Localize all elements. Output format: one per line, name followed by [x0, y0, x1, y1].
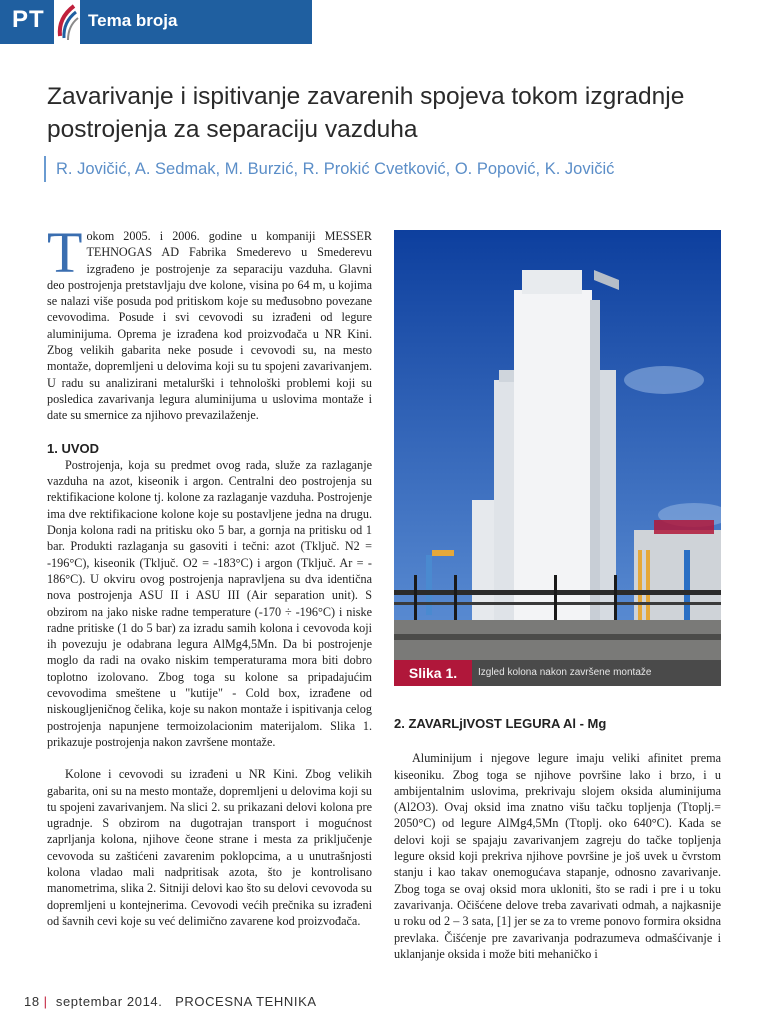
journal-badge: PT [12, 6, 45, 33]
section-heading-uvod: 1. UVOD [47, 440, 100, 456]
article-title: Zavarivanje i ispitivanje zavarenih spojeva tokom izgradnje postrojenja za separaciju vazduha [47, 83, 685, 143]
header-bar [0, 0, 312, 44]
left-column [47, 220, 372, 929]
abstract-text: okom 2005. i 2006. godine u kompaniji MESSER TEHNOGAS AD Fabrika Smederevo u Smederevu izgrađeno je postrojenje za separaciju vazduha. Glavni deo postrojenja pretstavljaju dve kolone, visina po 64 m, u kojima se nalazi više posuda pod pritiskom koje su međusobno povezane cevovodima. Posude i svi cevovodi su izrađeni od legure aluminijuma. Oprema je izrađena kod proizvođača u NR Kini. Zbog velikih gabarita neke posude i cevovodi su, na mesto montaže, dopremljeni u delovima koji su tu spojeni zavarivanjem. U radu su analizirani metalurški i tehnološki problemi koji su posledica zavarivanja legura aluminijuma u uslovima montaže i date su smernice za njihovo prevazilaženje. [47, 229, 372, 423]
abstract [47, 220, 372, 424]
right-column [394, 716, 721, 962]
figure-label: Slika 1. [394, 660, 472, 686]
paragraph-zavarljivost-1: Aluminijum i njegove legure imaju veliki afinitet prema kiseoniku. Zbog toga se njihove površine lako i brzo, i u ambijentalnim uslovima, prekrivaju slojem oksida aluminijuma (Al2O3). Ovaj oksid ima znatno višu tačku topljenja (Ttoplj.= 2050°C) od legure AlMg4,5Mn (Ttoplj. oko 640°C). Kada se delovi koji se spajaju zavarivanjem zagreju do tačke topljenja legure oksid koji prekriva njihove površine je još uvek u čvrstom stanju i kao takav onemogućava stapanje, odnosno zavarivanje. Zbog toga se ovaj oksid mora ukloniti, što se radi i pre i u toku zavarivanja. Očišćene delove treba zavarivati odmah, a najkasnije u roku od 2 – 3 sata, [1] jer se za to vreme ponovo formira oksidna prevlaka. Čišćenje pre zavarivanja podrazumeva odmašćivanje i uklanjanje oksida i može biti mehaničko i [394, 751, 721, 961]
journal-name: PROCESNA TEHNIKA [175, 994, 317, 1009]
section-label: Tema broja [88, 11, 178, 30]
figure-photo [394, 230, 721, 660]
figure-caption: Izgled kolona nakon završene montaže [478, 667, 652, 678]
journal-logo-icon [54, 0, 80, 44]
footer-divider: | [43, 994, 48, 1009]
page-footer [24, 994, 317, 1009]
page-number: 18 [24, 994, 40, 1009]
paragraph-uvod-2: Kolone i cevovodi su izrađeni u NR Kini. Zbog velikih gabarita, oni su na mesto montaže, dopremljeni u delovima koji su tu spojeni zavarivanjem. Na slici 2. su prikazani delovi kolona pre ugradnje. S obzirom na dugotrajan transport i mogućnost zaprljanja kolona, njihove čeone strane i mesta za priključenje cevovoda su zaštićeni zavarenim poklopcima, a u unutrašnjosti kolona vladao mali nadpritisak azota, što je kontrolisano manometrima, slika 2. Sitniji delovi kao što su delovi cevovoda su dopremljeni u kontejnerima. Cevovodi većih prečnika su izrađeni od šavnih cevi koje su već delimično zavarene kod proizvođača. [47, 767, 372, 928]
section-heading-zavarljivost: 2. ZAVARLjIVOST LEGURA Al - Mg [394, 716, 607, 731]
issue-date: septembar 2014. [55, 994, 163, 1009]
drop-cap: T [47, 220, 83, 285]
figure-caption-bar [394, 660, 721, 686]
paragraph-uvod-1: Postrojenja, koja su predmet ovog rada, služe za razlaganje vazduha na azot, kiseonik i argon. Centralni deo postrojenja su rektifikacione kolone tj. kolone za razlaganje vazduha. Postrojenje ima dve rektifikacione kolone koje su postavljene jedna na drugu. Donja kolona radi na pritisku oko 5 bar, a gornja na pritisku od 1 bar. Produkti razlaganja su gasoviti i tečni: azot (Tključ. N2 = -196°C), kiseonik (Tključ. O2 = -183°C) i argon (Tključ. Ar = - 186°C). U okviru ovog postrojenja napravljena su dva identična nova postrojenja ASU II i ASU III (Air separation unit). S obzirom na jako niske radne temperature (-170 ÷ -196°C) i niske radne pritiske (1 do 5 bar) za izradu samih kolona i cevovoda koji ih povezuju je odabrana legura AlMg4,5Mn. Da bi postrojenje moglo da radi na ovako niskim temperaturama mora biti dobro toplotno izolovano. Zbog toga su kolone sa pripadajućim cevovodima smeštene u "kutije" - Cold box, izrađene od niskougljeničnog čelika, koje su nakon montaže i ispitivanja celog postrojenja napunjene termoizolacionim materijalom. Slika 1. prikazuje postrojenja nakon završene montaže. [47, 457, 372, 749]
authors-line: R. Jovičić, A. Sedmak, M. Burzić, R. Prokić Cvetković, O. Popović, K. Jovičić [44, 156, 756, 182]
